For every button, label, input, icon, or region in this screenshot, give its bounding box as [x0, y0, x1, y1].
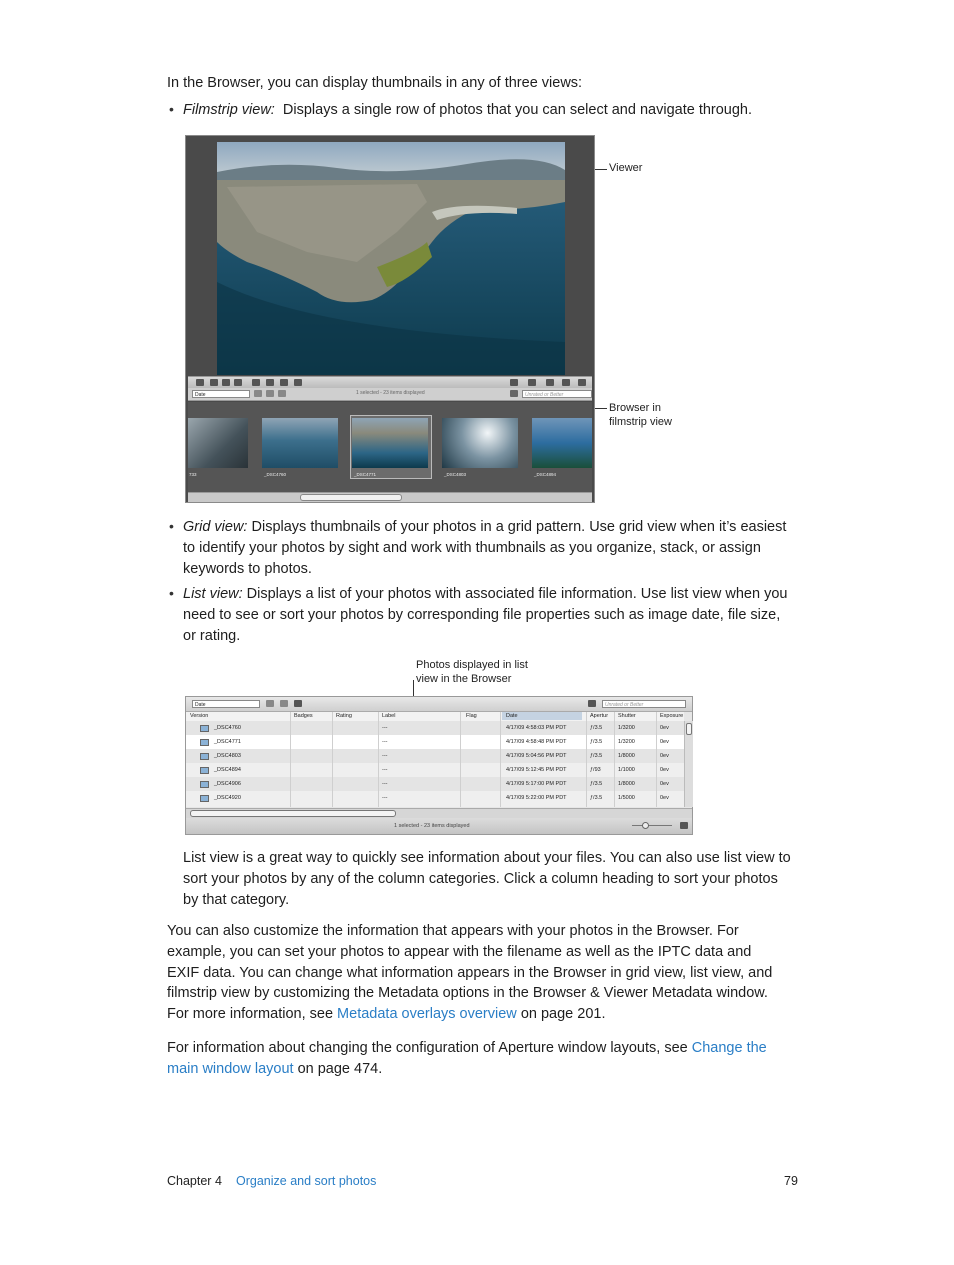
filmstrip-scrollbar[interactable]: [188, 492, 592, 502]
browser-callout-line: [595, 408, 607, 409]
customize-paragraph: [167, 921, 772, 1025]
thumbnail-label: _DSC4894: [534, 472, 557, 477]
label-cell: ---: [382, 781, 388, 787]
date-cell: 4/17/09 5:04:56 PM PDT: [506, 753, 567, 759]
filmstrip-window: [185, 135, 595, 503]
photo-icon: [200, 795, 209, 802]
photo-icon: [200, 753, 209, 760]
filmstrip-description: Displays a single row of photos that you can select and navigate through.: [282, 102, 753, 118]
change-layout-link-cont[interactable]: main window layout: [167, 1060, 294, 1077]
inspector-icon[interactable]: [578, 379, 586, 386]
thumbnail-label: _DSC4771: [354, 472, 377, 477]
para-line: List view is a great way to quickly see information about your files. You can also use list view to: [183, 850, 791, 866]
filter-icon[interactable]: [510, 390, 518, 397]
column-divider: [460, 712, 461, 807]
intro-text: In the Browser, you can display thumbnails in any of three views:: [167, 75, 583, 91]
list-callout-line-1: Photos displayed in list: [416, 659, 528, 671]
grid-term: Grid view:: [183, 519, 248, 535]
column-rating[interactable]: Rating: [336, 713, 352, 719]
para-text: For information about changing the configuration of Aperture window layouts, see: [167, 1040, 688, 1056]
thumbnail[interactable]: [442, 418, 518, 468]
filmstrip-view-icon[interactable]: [266, 700, 274, 707]
aperture-cell: ƒ/3.5: [590, 725, 603, 731]
aperture-cell: ƒ/3.5: [590, 781, 603, 787]
filmstrip: [188, 402, 592, 492]
column-exposure[interactable]: Exposure: [660, 713, 684, 719]
fullscreen-icon[interactable]: [562, 379, 570, 386]
filmstrip-bullet: [183, 100, 752, 121]
split-view-icon[interactable]: [546, 379, 554, 386]
exposure-cell: 0ev: [660, 795, 669, 801]
table-row[interactable]: [186, 777, 684, 791]
footer-chapter: Chapter 4: [167, 1174, 222, 1188]
photo-icon: [200, 739, 209, 746]
browser-status: 1 selected - 23 items displayed: [356, 390, 425, 396]
grid-text-1: Displays thumbnails of your photos in a grid pattern. Use grid view when it’s easiest: [251, 519, 787, 535]
browser-callout-line-2: filmstrip view: [609, 416, 672, 428]
bullet-glyph: •: [169, 518, 174, 534]
label-cell: ---: [382, 725, 388, 731]
column-version[interactable]: Version: [190, 713, 209, 719]
label-cell: ---: [382, 767, 388, 773]
column-label[interactable]: Label: [382, 713, 396, 719]
thumbnail-selected[interactable]: [352, 418, 428, 468]
photo-icon: [200, 725, 209, 732]
thumbnail-label: _DSC4803: [444, 472, 467, 477]
exposure-cell: 0ev: [660, 767, 669, 773]
grid-bullet: [183, 517, 786, 579]
layout-paragraph: [167, 1038, 767, 1080]
photo-icon: [200, 781, 209, 788]
date-cell: 4/17/09 5:12:45 PM PDT: [506, 767, 567, 773]
list-text-1: Displays a list of your photos with associated file information. Use list view when you: [246, 586, 788, 602]
change-layout-link[interactable]: Change the: [691, 1040, 767, 1056]
shutter-cell: 1/3200: [618, 739, 635, 745]
list-text-3: or rating.: [183, 627, 241, 644]
column-divider: [378, 712, 379, 807]
list-view-window: [185, 696, 693, 835]
list-bullet: [183, 584, 787, 646]
para-line: EXIF data. You can change what information appears in the Browser in grid view, list view, and: [167, 964, 773, 981]
list-text-2: need to see or sort your photos by corresponding file properties such as image date, file size,: [183, 606, 781, 623]
filter-icon[interactable]: [588, 700, 596, 707]
aperture-cell: ƒ/93: [590, 767, 601, 773]
column-divider: [586, 712, 587, 807]
thumbnail-label: _DSC4760: [264, 472, 287, 477]
grid-text-2: to identify your photos by sight and work with thumbnails as you organize, stack, or assign: [183, 539, 761, 556]
size-slider-knob[interactable]: [642, 822, 649, 829]
version-cell: _DSC4906: [214, 781, 241, 787]
column-shutter[interactable]: Shutter: [618, 713, 636, 719]
aperture-cell: ƒ/3.5: [590, 753, 603, 759]
straighten-icon[interactable]: [234, 379, 242, 386]
table-row[interactable]: [186, 735, 684, 749]
column-divider: [614, 712, 615, 807]
redeye-icon[interactable]: [266, 379, 274, 386]
list-callout: [416, 658, 528, 686]
date-cell: 4/17/09 5:17:00 PM PDT: [506, 781, 567, 787]
bullet-glyph: •: [169, 585, 174, 601]
table-row[interactable]: [186, 763, 684, 777]
viewer-callout-line: [595, 169, 607, 170]
exposure-cell: 0ev: [660, 739, 669, 745]
bullet-glyph: •: [169, 101, 174, 117]
browser-callout: [609, 401, 672, 429]
sort-select[interactable]: Date: [192, 700, 260, 708]
exposure-cell: 0ev: [660, 781, 669, 787]
size-slider[interactable]: [632, 825, 672, 826]
table-row[interactable]: [186, 721, 684, 735]
page-number: 79: [784, 1174, 798, 1188]
shutter-cell: 1/1000: [618, 767, 635, 773]
scroll-thumb[interactable]: [190, 810, 396, 817]
table-row[interactable]: [186, 749, 684, 763]
version-cell: _DSC4920: [214, 795, 241, 801]
para-text: For more information, see: [167, 1006, 334, 1023]
select-tool-icon[interactable]: [196, 379, 204, 386]
scroll-thumb[interactable]: [686, 723, 692, 735]
version-cell: _DSC4771: [214, 739, 241, 745]
version-cell: _DSC4803: [214, 753, 241, 759]
grid-text-3: keywords to photos.: [183, 560, 312, 577]
label-cell: ---: [382, 739, 388, 745]
list-status-bar: [186, 818, 692, 834]
list-callout-line-2: view in the Browser: [416, 673, 512, 685]
shutter-cell: 1/8000: [618, 781, 635, 787]
para-line: example, you can set your photos to appear with the filename as well as the IPTC data and: [167, 943, 752, 960]
aperture-cell: ƒ/3.5: [590, 795, 603, 801]
thumbnail-label: 733: [189, 472, 197, 477]
label-cell: ---: [382, 795, 388, 801]
rotate-left-icon[interactable]: [210, 379, 218, 386]
list-view-icon[interactable]: [278, 390, 286, 397]
rotate-right-icon[interactable]: [222, 379, 230, 386]
shutter-cell: 1/3200: [618, 725, 635, 731]
para-line: by that category.: [183, 891, 290, 908]
version-cell: _DSC4894: [214, 767, 241, 773]
browser-callout-line-1: Browser in: [609, 402, 661, 414]
para-text: on page 201.: [520, 1006, 606, 1023]
scroll-thumb[interactable]: [300, 494, 402, 501]
date-cell: 4/17/09 4:58:03 PM PDT: [506, 725, 567, 731]
version-cell: _DSC4760: [214, 725, 241, 731]
thumbnail[interactable]: [188, 418, 248, 468]
table-row[interactable]: [186, 791, 684, 807]
thumbnail[interactable]: [532, 418, 592, 468]
column-date[interactable]: Date: [502, 712, 582, 720]
exposure-cell: 0ev: [660, 725, 669, 731]
filmstrip-browser-bar: [188, 388, 592, 401]
grid-view-icon[interactable]: [266, 390, 274, 397]
aperture-cell: ƒ/3.5: [590, 739, 603, 745]
list-view-paragraph: [183, 848, 791, 910]
para-line: sort your photos by any of the column categories. Click a column heading to sort your photos: [183, 870, 778, 887]
list-vertical-scrollbar[interactable]: [684, 721, 693, 807]
viewer-mode-icon[interactable]: [510, 379, 518, 386]
column-divider: [656, 712, 657, 807]
list-term: List view:: [183, 586, 243, 602]
filmstrip-view-icon[interactable]: [254, 390, 262, 397]
metadata-overlays-link[interactable]: Metadata overlays overview: [337, 1006, 517, 1023]
para-text: on page 474.: [297, 1060, 383, 1077]
thumbnail[interactable]: [262, 418, 338, 468]
label-cell: ---: [382, 753, 388, 759]
footer-chapter-link[interactable]: Organize and sort photos: [236, 1174, 377, 1188]
lift-stamp-icon[interactable]: [280, 379, 288, 386]
viewer-callout: Viewer: [609, 162, 643, 174]
exposure-cell: 0ev: [660, 753, 669, 759]
sort-select[interactable]: Date: [192, 390, 250, 398]
list-toolbar: [186, 697, 692, 712]
list-horizontal-scrollbar[interactable]: [186, 808, 692, 818]
column-aperture[interactable]: Apertur: [590, 713, 609, 719]
browser-mode-icon[interactable]: [528, 379, 536, 386]
filmstrip-term: Filmstrip view:: [183, 102, 275, 118]
list-view-icon[interactable]: [294, 700, 302, 707]
rating-filter[interactable]: Unrated or Better: [602, 700, 686, 708]
thumbnail-size-icon: [680, 822, 688, 829]
date-cell: 4/17/09 4:58:48 PM PDT: [506, 739, 567, 745]
viewer-photo: [217, 142, 565, 375]
column-divider: [332, 712, 333, 807]
photo-icon: [200, 767, 209, 774]
shutter-cell: 1/8000: [618, 753, 635, 759]
column-divider: [500, 712, 501, 807]
date-cell: 4/17/09 5:22:00 PM PDT: [506, 795, 567, 801]
grid-view-icon[interactable]: [280, 700, 288, 707]
rating-filter[interactable]: Unrated or Better: [522, 390, 592, 398]
para-line: filmstrip view by customizing the Metadata options in the Browser & Viewer Metadata window.: [167, 985, 768, 1002]
shutter-cell: 1/5000: [618, 795, 635, 801]
list-status: 1 selected - 23 items displayed: [394, 823, 470, 829]
para-line: You can also customize the information that appears with your photos in the Browser. For: [167, 923, 739, 939]
brush-icon[interactable]: [294, 379, 302, 386]
column-divider: [290, 712, 291, 807]
column-badges[interactable]: Badges: [294, 713, 313, 719]
column-flag[interactable]: Flag: [466, 713, 477, 719]
crop-icon[interactable]: [252, 379, 260, 386]
